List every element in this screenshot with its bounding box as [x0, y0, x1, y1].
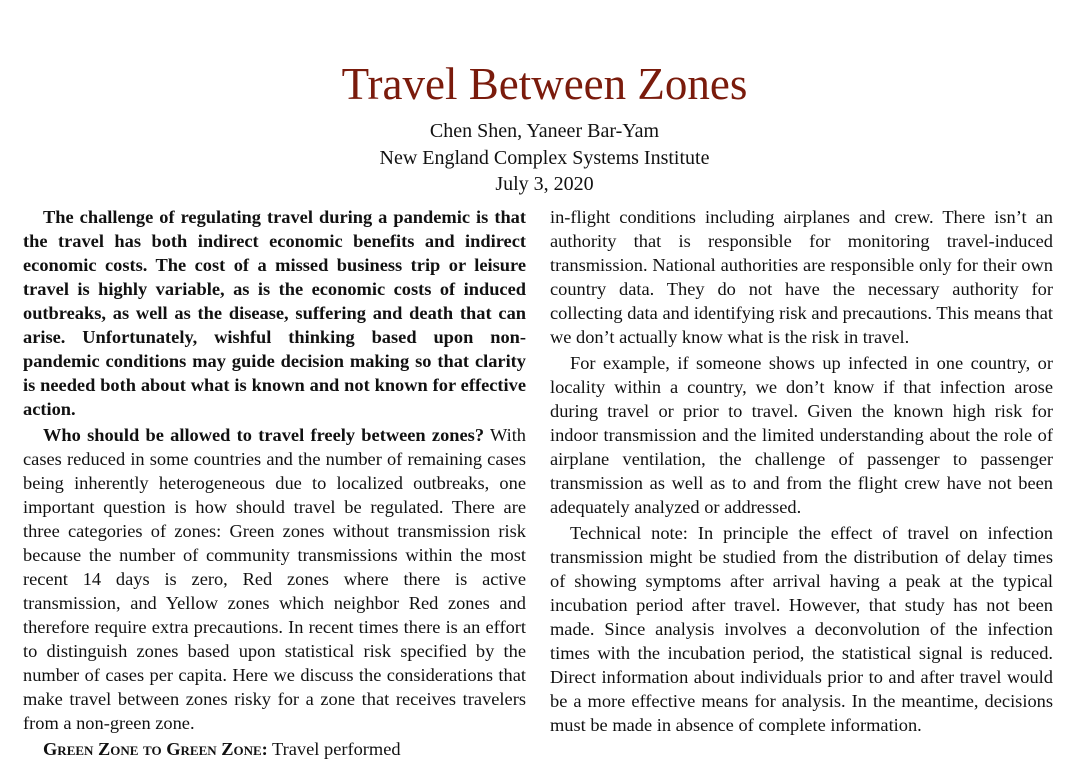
example-paragraph: For example, if someone shows up infected in one country, or locality within a country, we don’t know if that infection arose during travel or prior to travel. Given the known high risk for indoor transmission and the limited understanding about the role of airplane ventilation, the challenge of passenger to passenger transmission as well as to and from the flight crew have not been adequately analyzed or addressed.: [550, 353, 1053, 517]
green-to-green-body-text: Travel performed: [267, 739, 401, 759]
green-to-green-paragraph: [23, 737, 526, 761]
right-column: [550, 205, 1053, 737]
zones-paragraph: [23, 423, 526, 735]
paper-affiliation: New England Complex Systems Institute: [379, 147, 710, 169]
abstract-paragraph: The challenge of regulating travel during a pandemic is that the travel has both indirect economic benefits and indirect economic costs. The cost of a missed business trip or leisure travel is highly variable, as is the economic costs of induced outbreaks, as well as the disease, suffering and death that can arise. Unfortunately, wishful thinking based upon non-pandemic conditions may guide decision making so that clarity is needed both about what is known and not known for effective action.: [23, 207, 526, 419]
zones-body-text: With cases reduced in some countries and the number of remaining cases being inherently heterogeneous due to localized outbreaks, one important question is how should travel be regulated. There are three categories of zones: Green zones without transmission risk because the number of community transmissions within the most recent 14 days is zero, Red zones where there is active transmission, and Yellow zones which neighbor Red zones and therefore require extra precautions. In recent times there is an effort to distinguish zones based upon statistical risk specified by the number of cases per capita. Here we discuss the considerations that make travel between zones risky for a zone that receives travelers from a non-green zone.: [23, 425, 526, 733]
paper-title: Travel Between Zones: [341, 59, 748, 109]
zones-lead-heading: Who should be allowed to travel freely between zones?: [43, 425, 485, 445]
left-column: [23, 205, 526, 761]
technical-note-paragraph: Technical note: In principle the effect of travel on infection transmission might be studied from the distribution of delay times of showing symptoms after arrival having a peak at the typical incubation period after travel. However, that study has not been made. Since analysis involves a deconvolution of the infection times with the incubation period, the statistical signal is reduced. Direct information about individuals prior to and after travel would be a more effective means for analysis. In the meantime, decisions must be made in absence of complete information.: [550, 523, 1053, 735]
paper-date: July 3, 2020: [495, 173, 594, 195]
green-to-green-heading: Green Zone to Green Zone:: [43, 739, 268, 759]
paper-authors: Chen Shen, Yaneer Bar-Yam: [429, 120, 660, 142]
inflight-paragraph: in-flight conditions including airplanes and crew. There isn’t an authority that is responsible for monitoring travel-induced transmission. National authorities are responsible only for their own country data. They do not have the necessary authority for collecting data and identifying risk and precautions. This means that we don’t actually know what is the risk in travel.: [550, 207, 1053, 347]
